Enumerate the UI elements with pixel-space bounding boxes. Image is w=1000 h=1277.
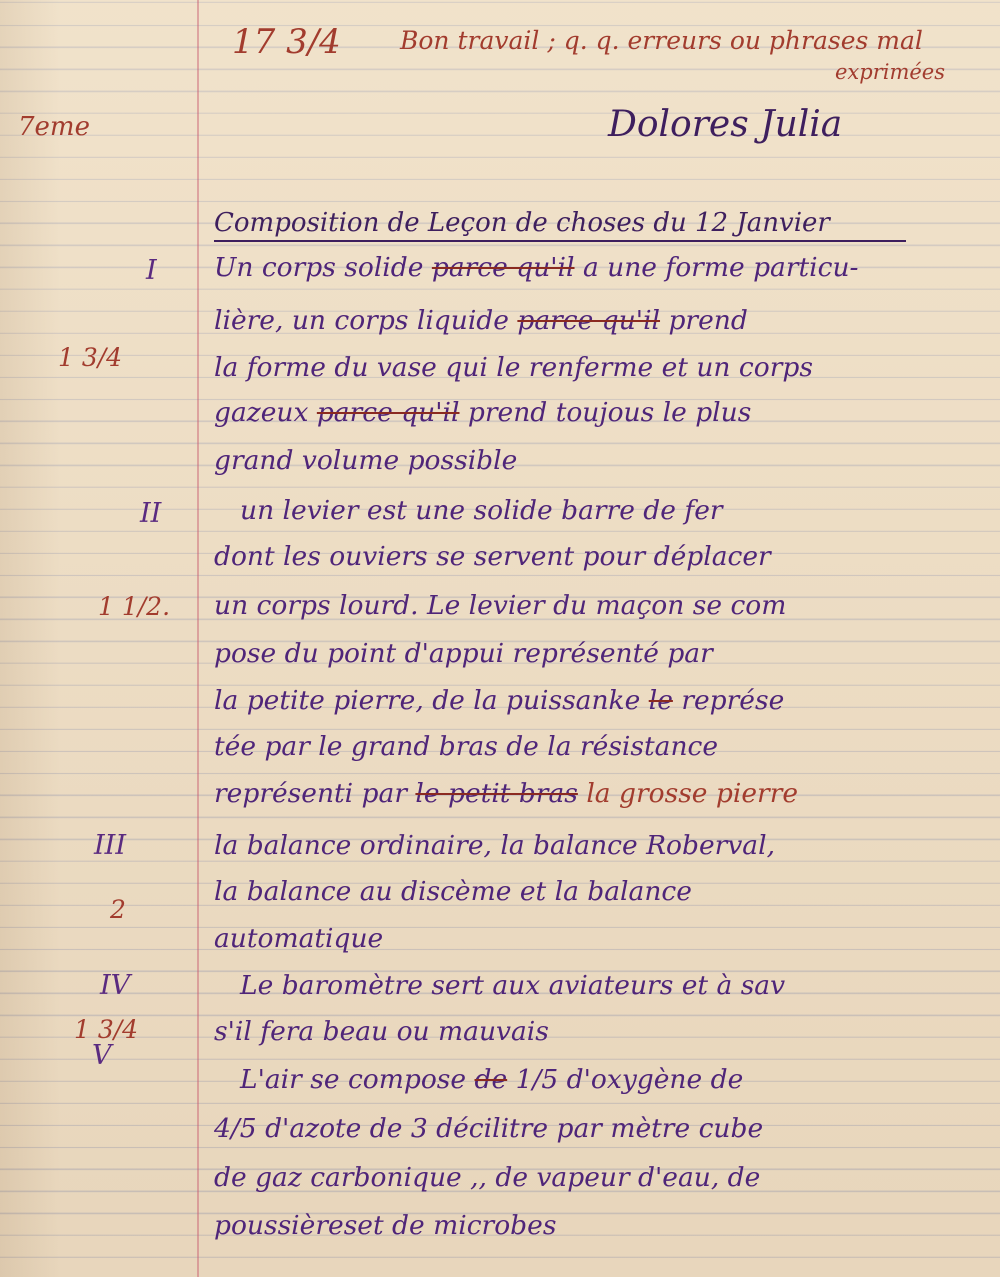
section-score-2: 1 1/2.: [98, 592, 171, 621]
class-level: 7eme: [18, 112, 90, 142]
section-numeral-1: I: [146, 255, 157, 286]
section-numeral-4: IV: [100, 970, 131, 1001]
answer-line: L'air se compose de 1/5 d'oxygène de: [240, 1064, 744, 1095]
answer-line: Le baromètre sert aux aviateurs et à sav: [240, 970, 786, 1001]
answer-line: lière, un corps liquide parce qu'il prend: [214, 305, 748, 336]
answer-line: automatique: [214, 923, 384, 954]
grade: 17 3/4: [232, 22, 341, 62]
answer-line: dont les ouviers se servent pour déplacer: [214, 541, 771, 572]
answer-line: la balance au discème et la balance: [214, 876, 692, 907]
answer-line: poussièreset de microbes: [214, 1210, 557, 1241]
answer-line: tée par le grand bras de la résistance: [214, 731, 719, 762]
answer-line: grand volume possible: [214, 445, 518, 476]
answer-line: représenti par le petit bras la grosse pierre: [214, 778, 799, 809]
answer-line: 4/5 d'azote de 3 décilitre par mètre cube: [214, 1113, 764, 1144]
section-score-3: 2: [110, 895, 126, 924]
answer-line: un levier est une solide barre de fer: [240, 495, 723, 526]
answer-line: pose du point d'appui représenté par: [214, 638, 713, 669]
section-numeral-2: II: [140, 498, 162, 529]
section-numeral-3: III: [94, 830, 126, 861]
margin-line: [197, 0, 199, 1277]
answer-line: la balance ordinaire, la balance Roberval,: [214, 830, 775, 861]
answer-line: Un corps solide parce qu'il a une forme particu-: [214, 252, 859, 283]
answer-line: la forme du vase qui le renferme et un corps: [214, 352, 813, 383]
answer-line: de gaz carbonique ,, de vapeur d'eau, de: [214, 1162, 761, 1193]
answer-line: la petite pierre, de la puissanke le représe: [214, 685, 785, 716]
teacher-comment-continued: exprimées: [835, 60, 946, 84]
answer-line: gazeux parce qu'il prend toujous le plus: [214, 397, 752, 428]
teacher-comment: Bon travail ; q. q. erreurs ou phrases mal: [400, 26, 923, 55]
answer-line: s'il fera beau ou mauvais: [214, 1016, 549, 1047]
section-numeral-5: V: [92, 1040, 112, 1071]
section-score-4: 1 3/4: [74, 1015, 139, 1044]
section-score-1: 1 3/4: [58, 343, 123, 372]
student-name: Dolores Julia: [608, 104, 843, 145]
composition-title: Composition de Leçon de choses du 12 Janvier: [214, 208, 906, 242]
answer-line: un corps lourd. Le levier du maçon se com: [214, 590, 787, 621]
